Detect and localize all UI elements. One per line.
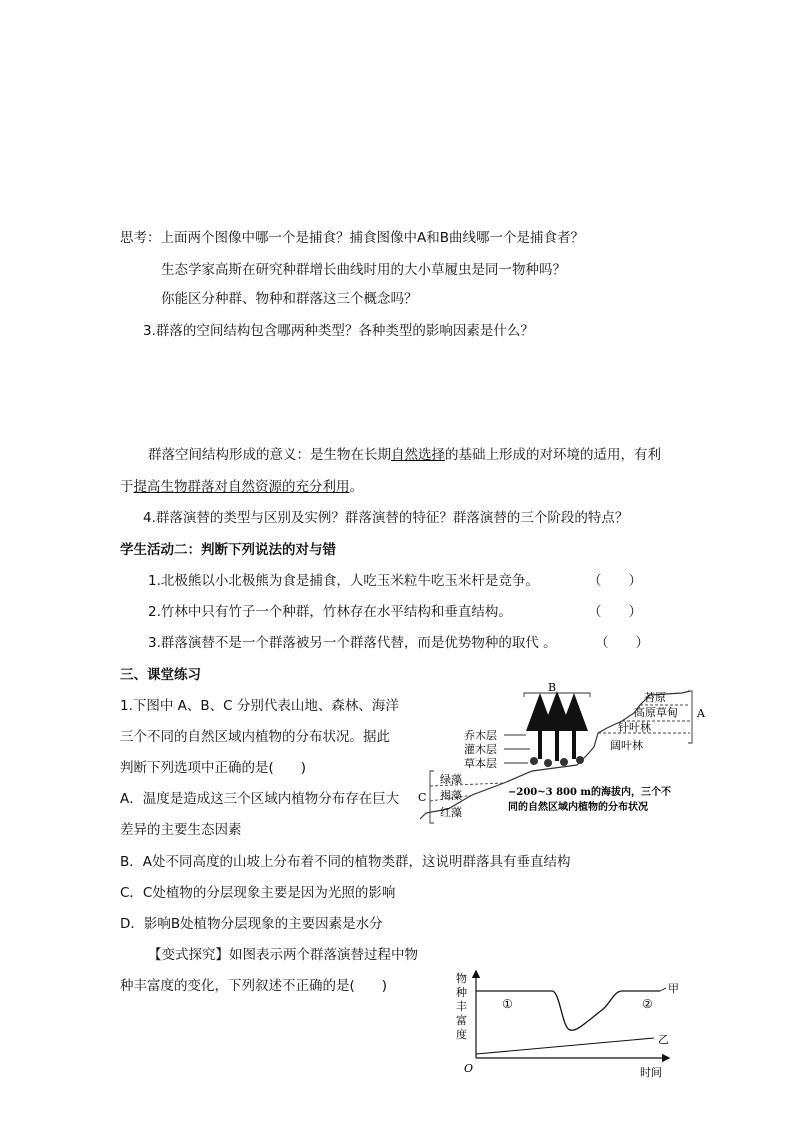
judge-item-2: 2.竹林中只有竹子一个种群，竹林存在水平结构和垂直结构。 (148, 604, 512, 620)
label-brown-algae: 褐藻 (440, 789, 462, 802)
q1-line-2: 三个不同的自然区域内植物的分布状况。据此 (120, 729, 390, 745)
q1-line-3: 判断下列选项中正确的是( ) (120, 760, 307, 776)
judge-blank-1: （ ） (588, 573, 642, 589)
meaning-text-b: 的基础上形成的对环境的适用，有利 (445, 447, 661, 463)
ylabel-char: 富 (456, 1014, 467, 1027)
line-yi (476, 1038, 654, 1054)
section3-title: 三、课堂练习 (120, 667, 201, 683)
q1-option-d: D．影响B处植物分层现象的主要因素是水分 (120, 916, 383, 932)
q1-option-c: C．C处植物的分层现象主要是因为光照的影响 (120, 885, 396, 901)
y-axis-label (456, 971, 467, 1041)
stage-mark-2: ② (642, 997, 653, 1011)
label-b: B (547, 683, 557, 694)
ylabel-char: 物 (456, 972, 467, 985)
meaning-text-a: 群落空间结构形成的意义：是生物在长期 (148, 447, 391, 463)
variant-line-2: 种丰富度的变化，下列叙述不正确的是( ) (120, 978, 388, 994)
label-green-algae: 绿藻 (440, 773, 462, 786)
judge-item-1: 1.北极熊以小北极熊为食是捕食，人吃玉米粒牛吃玉米杆是竞争。 (148, 573, 539, 589)
label-a: A (697, 707, 705, 720)
label-red-algae: 红藻 (440, 806, 462, 819)
meaning-line-2 (120, 478, 363, 496)
think-line-1: 思考：上面两个图像中哪一个是捕食？捕食图像中A和B曲线哪一个是捕食者？ (120, 230, 584, 246)
x-axis-label: 时间 (640, 1066, 662, 1079)
variant-line-1: 【变式探究】如图表示两个群落演替过程中物 (148, 947, 418, 963)
label-meadow: 高原草甸 (634, 706, 678, 719)
resource-use-term: 提高生物群落对自然资源的充分利用 (133, 479, 350, 495)
question-3: 3.群落的空间结构包含哪两种类型？各种类型的影响因素是什么？ (143, 323, 534, 339)
label-herb-layer: 草本层 (464, 757, 497, 770)
label-moss: 苔原 (644, 691, 666, 704)
meaning-text-c: 于 (120, 479, 134, 495)
judge-item-3: 3.群落演替不是一个群落被另一个群落代替，而是优势物种的取代 。 (148, 635, 557, 651)
ylabel-char: 丰 (456, 1000, 467, 1013)
q1-option-a-2: 差异的主要生态因素 (120, 822, 242, 838)
judge-blank-2: （ ） (588, 604, 642, 620)
origin-label: O (464, 1062, 474, 1075)
think-line-2: 生态学家高斯在研究种群增长曲线时用的大小草履虫是同一物种吗？ (161, 262, 566, 278)
caption-line-1: −200~3 800 m的海拔内，三个不 (508, 787, 672, 798)
label-c: C (418, 791, 427, 804)
species-richness-figure (452, 966, 692, 1084)
q1-option-a-1: A．温度是造成这三个区域内植物分布存在巨大 (120, 791, 400, 807)
caption-line-2: 同的自然区域内植物的分布状况 (508, 802, 648, 813)
ylabel-char: 度 (456, 1028, 467, 1041)
label-yi: 乙 (658, 1033, 669, 1046)
natural-selection-term: 自然选择 (391, 447, 445, 463)
vegetation-distribution-figure (412, 683, 712, 833)
judge-blank-3: （ ） (595, 635, 649, 651)
ylabel-char: 种 (456, 986, 467, 999)
label-conifer: 针叶林 (618, 721, 651, 734)
question-4: 4.群落演替的类型与区别及实例？群落演替的特征？群落演替的三个阶段的特点？ (143, 510, 629, 526)
meaning-line-1 (148, 446, 661, 464)
think-line-3: 你能区分种群、物种和群落这三个概念吗？ (161, 291, 418, 307)
stage-mark-1: ① (502, 997, 513, 1011)
label-tree-layer: 乔木层 (464, 729, 497, 742)
label-shrub-layer: 灌木层 (464, 743, 497, 756)
label-broadleaf: 阔叶林 (610, 739, 643, 752)
meaning-text-d: 。 (349, 479, 363, 495)
label-jia: 甲 (668, 982, 679, 995)
q1-line-1: 1.下图中 A、B、C 分别代表山地、森林、海洋 (120, 698, 399, 714)
activity2-title: 学生活动二：判断下列说法的对与错 (120, 542, 336, 558)
q1-option-b: B．A处不同高度的山坡上分布着不同的植物类群，这说明群落具有垂直结构 (120, 854, 571, 870)
